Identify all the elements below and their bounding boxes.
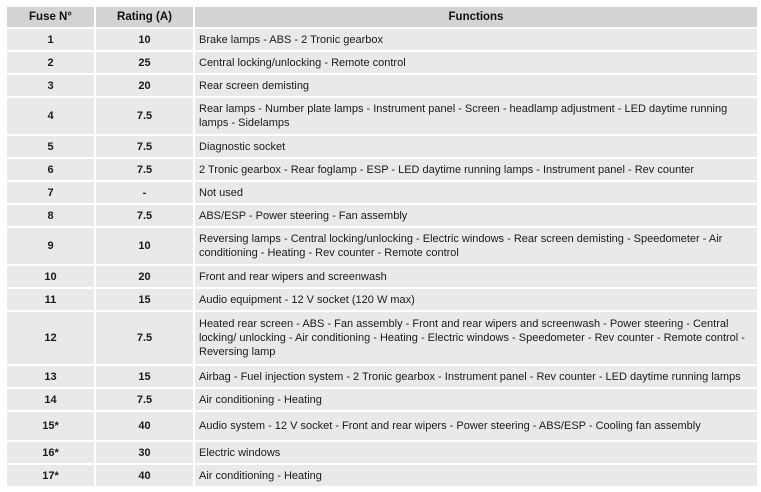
table-row — [7, 75, 757, 96]
header-fuse: Fuse N° — [7, 7, 94, 27]
fuse-rating: 7.5 — [96, 98, 193, 134]
table-row — [7, 312, 757, 364]
table-row — [7, 136, 757, 157]
fuse-number: 14 — [7, 389, 94, 410]
fuse-table — [5, 5, 759, 488]
fuse-number: 17* — [7, 465, 94, 486]
header-row — [7, 7, 757, 27]
fuse-rating: 25 — [96, 52, 193, 73]
fuse-number: 4 — [7, 98, 94, 134]
fuse-functions: Airbag - Fuel injection system - 2 Tronic gearbox - Instrument panel - Rev counter - LED daytime running lamps — [195, 366, 757, 387]
fuse-number: 6 — [7, 159, 94, 180]
table-row — [7, 465, 757, 486]
fuse-rating: 30 — [96, 442, 193, 463]
fuse-functions: Brake lamps - ABS - 2 Tronic gearbox — [195, 29, 757, 50]
fuse-rating: 15 — [96, 289, 193, 310]
table-row — [7, 412, 757, 440]
fuse-functions: Diagnostic socket — [195, 136, 757, 157]
fuse-functions: Not used — [195, 182, 757, 203]
fuse-functions: Rear screen demisting — [195, 75, 757, 96]
fuse-number: 12 — [7, 312, 94, 364]
fuse-rating: 7.5 — [96, 389, 193, 410]
fuse-number: 9 — [7, 228, 94, 264]
table-row — [7, 366, 757, 387]
fuse-rating: 15 — [96, 366, 193, 387]
table-row — [7, 228, 757, 264]
table-row — [7, 159, 757, 180]
fuse-number: 1 — [7, 29, 94, 50]
fuse-functions: Front and rear wipers and screenwash — [195, 266, 757, 287]
fuse-rating: - — [96, 182, 193, 203]
fuse-rating: 7.5 — [96, 312, 193, 364]
header-rating: Rating (A) — [96, 7, 193, 27]
fuse-functions: ABS/ESP - Power steering - Fan assembly — [195, 205, 757, 226]
fuse-rating: 10 — [96, 228, 193, 264]
fuse-functions: 2 Tronic gearbox - Rear foglamp - ESP - LED daytime running lamps - Instrument panel - Rev counter — [195, 159, 757, 180]
fuse-functions: Audio equipment - 12 V socket (120 W max) — [195, 289, 757, 310]
fuse-rating: 40 — [96, 412, 193, 440]
fuse-number: 11 — [7, 289, 94, 310]
fuse-rating: 10 — [96, 29, 193, 50]
fuse-rating: 20 — [96, 266, 193, 287]
table-row — [7, 205, 757, 226]
table-row — [7, 98, 757, 134]
fuse-rating: 7.5 — [96, 205, 193, 226]
fuse-functions: Air conditioning - Heating — [195, 389, 757, 410]
table-row — [7, 182, 757, 203]
table-row — [7, 29, 757, 50]
table-row — [7, 52, 757, 73]
fuse-functions: Reversing lamps - Central locking/unlocking - Electric windows - Rear screen demisting - Speedometer - Air conditioning - Heating - Rev counter - Remote control — [195, 228, 757, 264]
fuse-functions: Electric windows — [195, 442, 757, 463]
fuse-number: 3 — [7, 75, 94, 96]
fuse-functions: Rear lamps - Number plate lamps - Instrument panel - Screen - headlamp adjustment - LED daytime running lamps - Sidelamps — [195, 98, 757, 134]
fuse-functions: Heated rear screen - ABS - Fan assembly - Front and rear wipers and screenwash - Power steering - Central locking/ unlocking - Air conditioning - Heating - Electric windows - Speedometer - Rev counter - Remote control - Reversing lamp — [195, 312, 757, 364]
fuse-number: 10 — [7, 266, 94, 287]
fuse-functions: Audio system - 12 V socket - Front and rear wipers - Power steering - ABS/ESP - Cooling fan assembly — [195, 412, 757, 440]
header-functions: Functions — [195, 7, 757, 27]
table-row — [7, 266, 757, 287]
fuse-rating: 20 — [96, 75, 193, 96]
fuse-number: 5 — [7, 136, 94, 157]
fuse-number: 2 — [7, 52, 94, 73]
fuse-number: 15* — [7, 412, 94, 440]
fuse-functions: Central locking/unlocking - Remote control — [195, 52, 757, 73]
fuse-number: 13 — [7, 366, 94, 387]
fuse-rating: 40 — [96, 465, 193, 486]
table-row — [7, 389, 757, 410]
table-row — [7, 442, 757, 463]
fuse-number: 8 — [7, 205, 94, 226]
table-row — [7, 289, 757, 310]
fuse-rating: 7.5 — [96, 159, 193, 180]
fuse-rating: 7.5 — [96, 136, 193, 157]
fuse-number: 7 — [7, 182, 94, 203]
fuse-functions: Air conditioning - Heating — [195, 465, 757, 486]
fuse-number: 16* — [7, 442, 94, 463]
